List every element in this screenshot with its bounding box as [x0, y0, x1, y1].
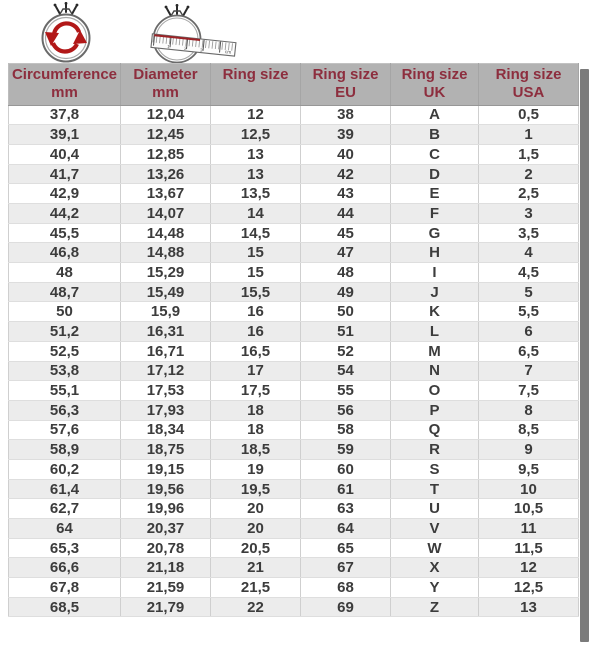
table-body [9, 105, 579, 617]
table-row [9, 204, 579, 224]
table-cell: 62,7 [9, 499, 121, 519]
table-cell: 20,37 [121, 519, 211, 539]
table-cell: 64 [301, 519, 391, 539]
table-cell: 16 [211, 322, 301, 342]
table-cell: 14,48 [121, 223, 211, 243]
table-cell: 18 [211, 400, 301, 420]
table-cell: 48,7 [9, 282, 121, 302]
column-header: Circumference mm [9, 64, 121, 106]
table-cell: 12,85 [121, 144, 211, 164]
table-cell: 17 [211, 361, 301, 381]
table-row [9, 578, 579, 598]
table-cell: P [391, 400, 479, 420]
table-cell: 61,4 [9, 479, 121, 499]
table-row [9, 164, 579, 184]
table-cell: W [391, 538, 479, 558]
table-cell: 45,5 [9, 223, 121, 243]
table-cell: 17,12 [121, 361, 211, 381]
table-cell: 20,78 [121, 538, 211, 558]
table-cell: 11 [479, 519, 579, 539]
table-cell: 16,5 [211, 341, 301, 361]
table-cell: 13,5 [211, 184, 301, 204]
table-cell: 21,79 [121, 597, 211, 617]
table-cell: H [391, 243, 479, 263]
table-cell: L [391, 322, 479, 342]
table-cell: 52 [301, 341, 391, 361]
ruler-unit-label: cm [224, 50, 232, 56]
table-cell: Y [391, 578, 479, 598]
table-cell: 50 [9, 302, 121, 322]
column-header: Ring size EU [301, 64, 391, 106]
table-cell: 7 [479, 361, 579, 381]
table-row [9, 519, 579, 539]
table-cell: 15 [211, 263, 301, 283]
table-cell: 13,26 [121, 164, 211, 184]
table-cell: 6,5 [479, 341, 579, 361]
table-cell: 16,31 [121, 322, 211, 342]
table-header [9, 64, 579, 106]
table-cell: B [391, 125, 479, 145]
table-cell: 67,8 [9, 578, 121, 598]
table-cell: 4,5 [479, 263, 579, 283]
table-cell: 14,5 [211, 223, 301, 243]
table-cell: 19,15 [121, 459, 211, 479]
table-cell: 50 [301, 302, 391, 322]
table-cell: 39 [301, 125, 391, 145]
table-cell: 19,96 [121, 499, 211, 519]
table-cell: Z [391, 597, 479, 617]
table-cell: J [391, 282, 479, 302]
table-cell: 65 [301, 538, 391, 558]
table-cell: 12,45 [121, 125, 211, 145]
table-cell: 63 [301, 499, 391, 519]
table-cell: 38 [301, 105, 391, 125]
table-cell: 0,5 [479, 105, 579, 125]
table-cell: 20 [211, 519, 301, 539]
table-cell: 15,9 [121, 302, 211, 322]
table-cell: 61 [301, 479, 391, 499]
table-cell: 15,49 [121, 282, 211, 302]
table-cell: M [391, 341, 479, 361]
table-row [9, 105, 579, 125]
table-cell: 12 [211, 105, 301, 125]
table-cell: 8,5 [479, 420, 579, 440]
table-cell: K [391, 302, 479, 322]
table-cell: 13 [479, 597, 579, 617]
table-cell: E [391, 184, 479, 204]
table-cell: S [391, 459, 479, 479]
table-cell: 55,1 [9, 381, 121, 401]
table-cell: 21,5 [211, 578, 301, 598]
table-cell: 51,2 [9, 322, 121, 342]
table-cell: 1 [479, 125, 579, 145]
table-row [9, 263, 579, 283]
table-cell: 44,2 [9, 204, 121, 224]
table-cell: 60 [301, 459, 391, 479]
table-cell: O [391, 381, 479, 401]
table-cell: 12 [479, 558, 579, 578]
table-cell: 15,5 [211, 282, 301, 302]
table-cell: 54 [301, 361, 391, 381]
table-cell: 58,9 [9, 440, 121, 460]
table-cell: 60,2 [9, 459, 121, 479]
table-cell: I [391, 263, 479, 283]
table-cell: 14,88 [121, 243, 211, 263]
table-cell: 69 [301, 597, 391, 617]
table-cell: 37,8 [9, 105, 121, 125]
table-cell: 3 [479, 204, 579, 224]
table-cell: F [391, 204, 479, 224]
table-row [9, 499, 579, 519]
table-cell: 13 [211, 144, 301, 164]
table-cell: 59 [301, 440, 391, 460]
table-cell: C [391, 144, 479, 164]
table-cell: 58 [301, 420, 391, 440]
table-cell: 64 [9, 519, 121, 539]
table-cell: 7,5 [479, 381, 579, 401]
table-row [9, 302, 579, 322]
table-cell: 18,5 [211, 440, 301, 460]
table-row [9, 341, 579, 361]
table-cell: 2,5 [479, 184, 579, 204]
table-cell: 18,75 [121, 440, 211, 460]
table-cell: 52,5 [9, 341, 121, 361]
table-cell: Q [391, 420, 479, 440]
table-cell: 56,3 [9, 400, 121, 420]
table-row [9, 282, 579, 302]
table-cell: 55 [301, 381, 391, 401]
table-row [9, 381, 579, 401]
table-cell: 3,5 [479, 223, 579, 243]
table-row [9, 184, 579, 204]
table-cell: 44 [301, 204, 391, 224]
table-cell: R [391, 440, 479, 460]
table-cell: 17,93 [121, 400, 211, 420]
table-cell: 8 [479, 400, 579, 420]
table-cell: 19 [211, 459, 301, 479]
ruler-mark-2-label: 2 [183, 45, 187, 52]
table-row [9, 597, 579, 617]
table-row [9, 538, 579, 558]
table-cell: 57,6 [9, 420, 121, 440]
table-cell: 2 [479, 164, 579, 184]
table-row [9, 125, 579, 145]
table-cell: 10 [479, 479, 579, 499]
table-cell: 9,5 [479, 459, 579, 479]
table-cell: 12,04 [121, 105, 211, 125]
table-row [9, 322, 579, 342]
table-cell: 68 [301, 578, 391, 598]
table-cell: 4 [479, 243, 579, 263]
table-cell: 13 [211, 164, 301, 184]
table-cell: 66,6 [9, 558, 121, 578]
table-cell: 16,71 [121, 341, 211, 361]
table-row [9, 420, 579, 440]
table-cell: 15 [211, 243, 301, 263]
table-cell: 16 [211, 302, 301, 322]
table-cell: 48 [301, 263, 391, 283]
table-cell: 22 [211, 597, 301, 617]
table-cell: 40,4 [9, 144, 121, 164]
table-cell: N [391, 361, 479, 381]
table-cell: 14,07 [121, 204, 211, 224]
table-cell: D [391, 164, 479, 184]
table-cell: T [391, 479, 479, 499]
table-cell: 19,5 [211, 479, 301, 499]
table-row [9, 400, 579, 420]
table-cell: 21,18 [121, 558, 211, 578]
table-cell: A [391, 105, 479, 125]
column-header: Diameter mm [121, 64, 211, 106]
table-cell: 1,5 [479, 144, 579, 164]
ruler-mark-3-label: 3 [199, 47, 203, 53]
table-row [9, 223, 579, 243]
table-cell: U [391, 499, 479, 519]
table-row [9, 243, 579, 263]
table-row [9, 144, 579, 164]
column-header: Ring size [211, 64, 301, 106]
measurement-icons-row [0, 0, 600, 63]
table-row [9, 558, 579, 578]
table-cell: 19,56 [121, 479, 211, 499]
column-header: Ring size UK [391, 64, 479, 106]
table-cell: 42,9 [9, 184, 121, 204]
table-cell: 53,8 [9, 361, 121, 381]
table-cell: 42 [301, 164, 391, 184]
table-cell: 39,1 [9, 125, 121, 145]
table-cell: 21 [211, 558, 301, 578]
table-cell: 68,5 [9, 597, 121, 617]
table-cell: X [391, 558, 479, 578]
table-cell: 15,29 [121, 263, 211, 283]
table-row [9, 459, 579, 479]
table-cell: 11,5 [479, 538, 579, 558]
header-row [9, 64, 579, 106]
table-cell: 5 [479, 282, 579, 302]
table-cell: 17,5 [211, 381, 301, 401]
table-cell: 65,3 [9, 538, 121, 558]
table-cell: 41,7 [9, 164, 121, 184]
vertical-scrollbar-thumb[interactable] [580, 69, 589, 642]
table-cell: 49 [301, 282, 391, 302]
table-cell: 13,67 [121, 184, 211, 204]
table-cell: 51 [301, 322, 391, 342]
table-cell: 6 [479, 322, 579, 342]
table-cell: V [391, 519, 479, 539]
table-row [9, 440, 579, 460]
table-cell: 9 [479, 440, 579, 460]
table-cell: 18,34 [121, 420, 211, 440]
table-cell: 20,5 [211, 538, 301, 558]
table-cell: 46,8 [9, 243, 121, 263]
table-cell: 12,5 [479, 578, 579, 598]
table-cell: 40 [301, 144, 391, 164]
table-cell: 56 [301, 400, 391, 420]
table-cell: 17,53 [121, 381, 211, 401]
table-cell: 45 [301, 223, 391, 243]
ring-size-table-container [8, 63, 578, 617]
column-header: Ring size USA [479, 64, 579, 106]
table-cell: 21,59 [121, 578, 211, 598]
ring-diameter-ruler-icon [130, 2, 240, 63]
table-cell: 43 [301, 184, 391, 204]
table-row [9, 479, 579, 499]
table-cell: 18 [211, 420, 301, 440]
table-cell: 67 [301, 558, 391, 578]
table-cell: 20 [211, 499, 301, 519]
table-cell: 48 [9, 263, 121, 283]
table-cell: 10,5 [479, 499, 579, 519]
table-cell: G [391, 223, 479, 243]
table-cell: 14 [211, 204, 301, 224]
table-cell: 12,5 [211, 125, 301, 145]
ring-size-conversion-table [8, 63, 579, 617]
table-row [9, 361, 579, 381]
table-cell: 5,5 [479, 302, 579, 322]
table-cell: 47 [301, 243, 391, 263]
ruler-mark-1-label: 1 [166, 44, 170, 50]
ring-circumference-icon [20, 2, 112, 63]
